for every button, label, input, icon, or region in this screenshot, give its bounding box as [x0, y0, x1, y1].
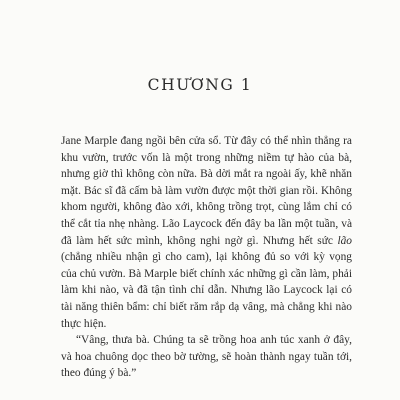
paragraph-1-emphasis: lão: [337, 234, 352, 247]
paragraph-1: [61, 133, 352, 332]
paragraph-1-text-before: Jane Marple đang ngồi bên cửa sổ. Từ đây có thể nhìn thẳng ra khu vườn, trước vốn là một trong những niềm tự hào của bà, nhưng giờ thì không còn nữa. Bà dời mắt ra ngoài ấy, khẽ nhăn mặt. Bác sĩ đã cấm bà làm vườn được một thời gian rồi. Không khom người, không đào xới, không trồng trọt, cùng lắm chỉ có thể cắt tỉa nhẹ nhàng. Lão Laycock đến đây ba lần một tuần, và đã làm hết sức mình, không nghi ngờ gì. Nhưng hết sức: [61, 135, 352, 247]
paragraph-2: “Vâng, thưa bà. Chúng ta sẽ trồng hoa anh túc xanh ở đây, và hoa chuông dọc theo bờ tường, sẽ hoàn thành ngay tuần tới, theo đúng ý bà.”: [61, 334, 352, 380]
chapter-title: CHƯƠNG 1: [147, 76, 253, 94]
chapter-body: [61, 133, 352, 382]
paragraph-1-text-after: (chẳng nhiều nhận gì cho cam), lại không đủ so với kỳ vọng của chủ vườn. Bà Marple biết chính xác những gì cần làm, phải làm khi nào, và đã tận tình chỉ dẫn. Nhưng lão Laycock lại có tài năng thiên bẩm: chỉ biết răm rắp dạ vâng, mà chẳng khi nào thực hiện.: [61, 251, 352, 330]
